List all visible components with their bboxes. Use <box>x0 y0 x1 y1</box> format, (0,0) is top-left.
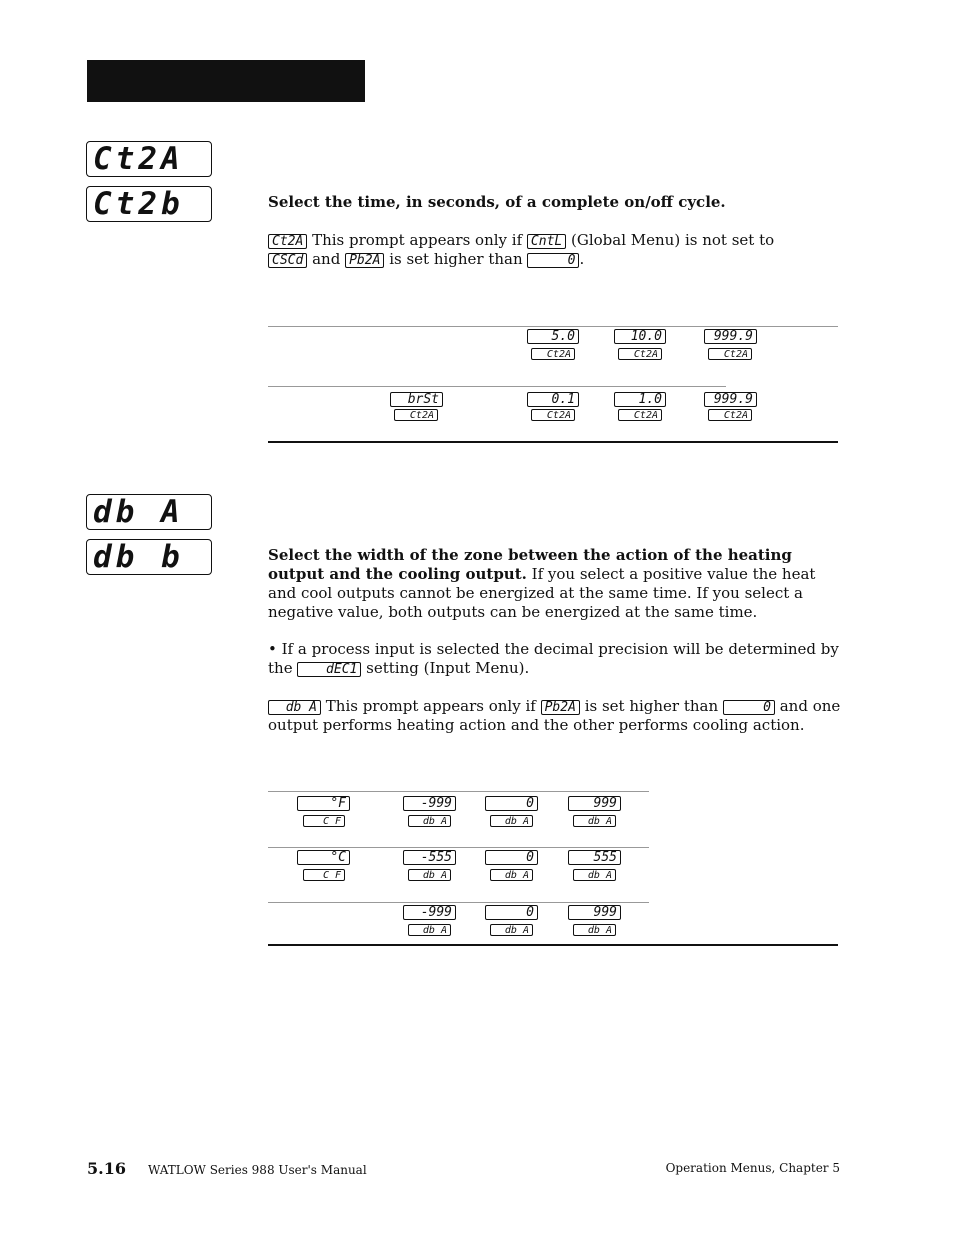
lcd-value: 5.0 <box>527 329 579 344</box>
lcd-value: 999.9 <box>704 392 757 407</box>
lcd-pb2a: Pb2A <box>541 700 580 715</box>
section2-paragraph1 <box>268 546 843 622</box>
section-header-bar <box>87 60 365 102</box>
note-text: and <box>312 250 341 268</box>
lcd-prompt: db A <box>573 924 616 936</box>
lcd-prompt: db A <box>573 869 616 881</box>
table-end-rule <box>268 944 838 946</box>
lcd-value: -999 <box>403 796 456 811</box>
lcd-value: 999 <box>568 796 621 811</box>
lcd-setting-prompt: C_F <box>303 815 345 827</box>
manual-title: WATLOW Series 988 User's Manual <box>148 1163 367 1177</box>
lcd-value: 0 <box>485 850 538 865</box>
lcd-cscd: CSCd <box>268 253 307 268</box>
lcd-value: 1.0 <box>614 392 666 407</box>
lcd-setting: °F <box>297 796 350 811</box>
lcd-prompt: Ct2A <box>618 409 662 421</box>
paragraph-bold: Select the width of the zone between the action of the heating output and the cooling output. <box>268 546 792 583</box>
paragraph-text: If you select a positive value the heat and cool outputs cannot be energized at the same time. If you select a negative value, both outputs can be energized at the same time. <box>268 565 816 621</box>
lcd-prompt: db A <box>408 815 451 827</box>
lcd-ct2a: Ct2A <box>268 234 307 249</box>
lcd-prompt: db A <box>408 924 451 936</box>
lcd-value: 555 <box>568 850 621 865</box>
lcd-prompt: db A <box>573 815 616 827</box>
paragraph-text: • If a process input is selected the decimal precision will be determined by the <box>268 640 839 677</box>
section2-paragraph3 <box>268 697 843 735</box>
lcd-dec1: dEC1 <box>297 662 361 677</box>
lcd-value: 10.0 <box>614 329 666 344</box>
table-rule <box>268 326 838 327</box>
lcd-value: 999.9 <box>704 329 757 344</box>
paragraph-text: is set higher than <box>584 697 719 715</box>
paragraph-text: and one output performs heating action and the other performs cooling action. <box>268 697 841 734</box>
paragraph-text: setting (Input Menu). <box>366 659 530 677</box>
lcd-prompt: Ct2A <box>708 348 752 360</box>
section1-note <box>268 231 838 269</box>
table-rule <box>268 847 649 848</box>
prompt-display-dba: db A <box>86 494 212 530</box>
note-text: . <box>579 250 585 268</box>
lcd-zero: 0 <box>723 700 775 715</box>
note-text: (Global Menu) is not set to <box>571 231 775 249</box>
lcd-cntl: CntL <box>527 234 566 249</box>
table-rule <box>268 902 649 903</box>
chapter-title: Operation Menus, Chapter 5 <box>665 1161 840 1175</box>
section1-heading: Select the time, in seconds, of a complete on/off cycle. <box>268 193 726 211</box>
table-rule <box>268 386 726 387</box>
lcd-setting-prompt: Ct2A <box>394 409 438 421</box>
table-end-rule <box>268 441 838 443</box>
lcd-prompt: Ct2A <box>618 348 662 360</box>
paragraph-text: This prompt appears only if <box>325 697 536 715</box>
lcd-prompt: db A <box>490 815 533 827</box>
lcd-prompt: db A <box>408 869 451 881</box>
note-text: is set higher than <box>389 250 523 268</box>
lcd-prompt: Ct2A <box>531 348 575 360</box>
lcd-prompt: db A <box>490 869 533 881</box>
section2-paragraph2 <box>268 640 843 678</box>
lcd-dba: db A <box>268 700 321 715</box>
lcd-prompt: db A <box>490 924 533 936</box>
prompt-display-ct2a: Ct2A <box>86 141 212 177</box>
lcd-value: -555 <box>403 850 456 865</box>
lcd-setting: brSt <box>390 392 443 407</box>
lcd-pb2a: Pb2A <box>345 253 384 268</box>
lcd-prompt: Ct2A <box>531 409 575 421</box>
lcd-zero: 0 <box>527 253 579 268</box>
lcd-value: 0 <box>485 905 538 920</box>
lcd-setting-prompt: C_F <box>303 869 345 881</box>
note-text: This prompt appears only if <box>312 231 523 249</box>
lcd-value: 0.1 <box>527 392 579 407</box>
table-rule <box>268 791 649 792</box>
lcd-setting: °C <box>297 850 350 865</box>
lcd-value: 999 <box>568 905 621 920</box>
prompt-display-dbb: db b <box>86 539 212 575</box>
lcd-prompt: Ct2A <box>708 409 752 421</box>
prompt-display-ct2b: Ct2b <box>86 186 212 222</box>
lcd-value: -999 <box>403 905 456 920</box>
lcd-value: 0 <box>485 796 538 811</box>
page-number: 5.16 <box>87 1159 126 1178</box>
